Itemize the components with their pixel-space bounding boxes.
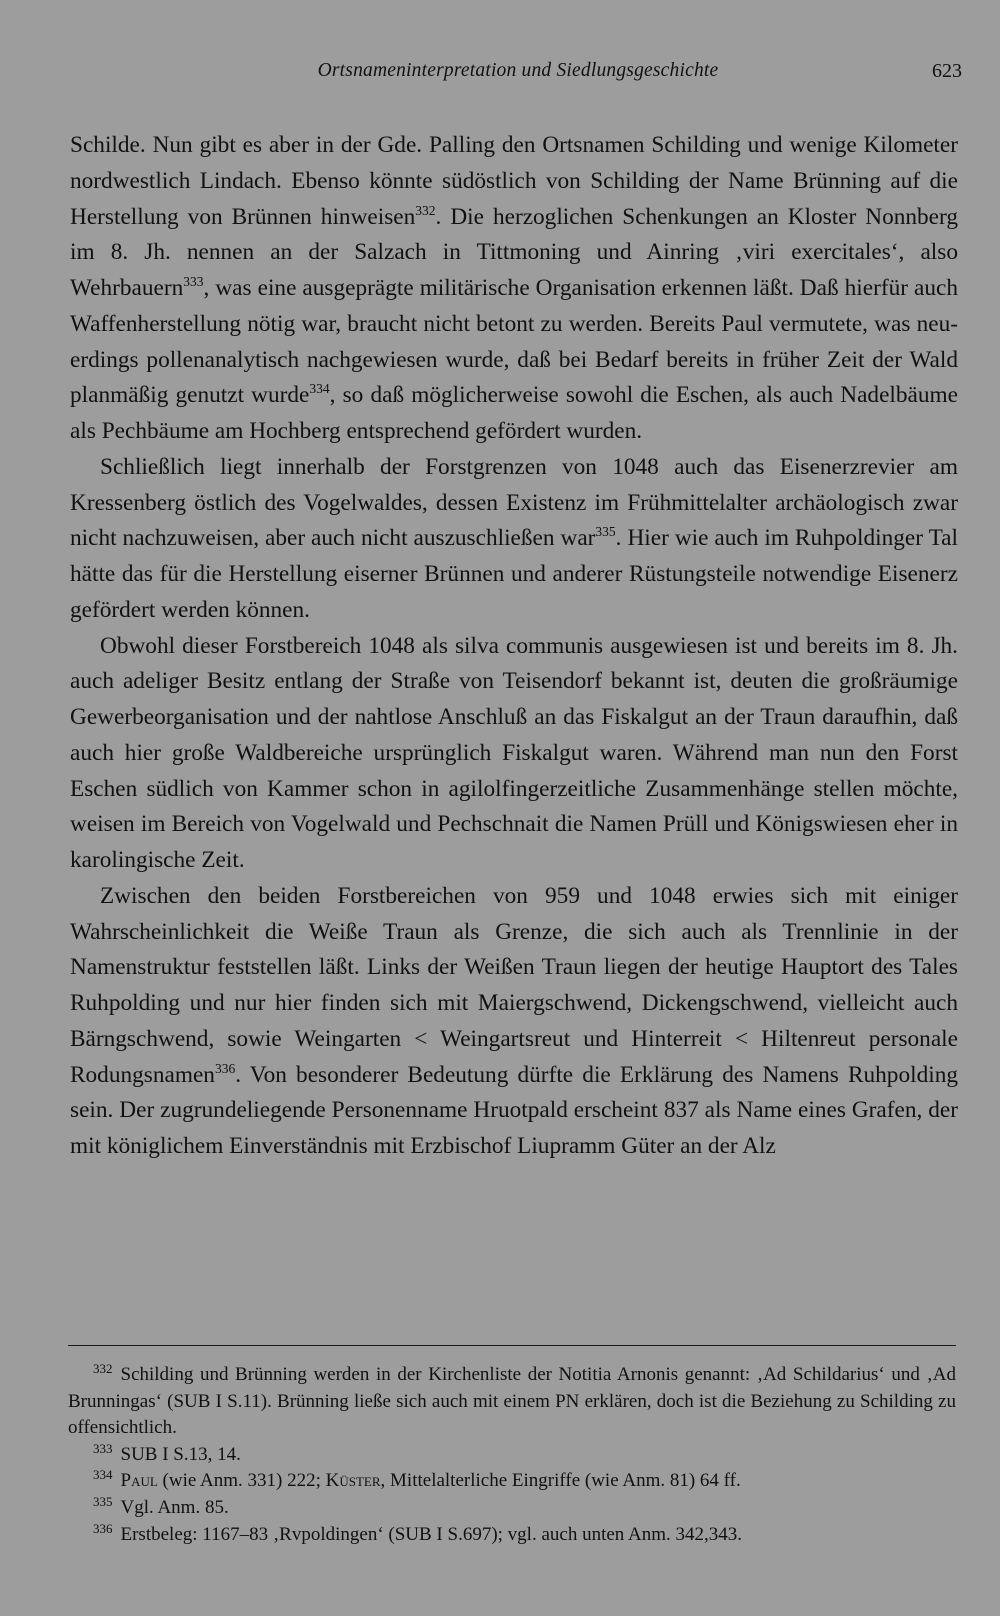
paragraph: [70, 128, 958, 450]
paragraph: [70, 629, 958, 879]
text-run: , so daß möglicherweise sowohl die Eschen, als auch Nadelbäume als Pechbäume am Hochberg entsprechend gefördert wurden.: [70, 382, 958, 444]
paragraph: [70, 450, 958, 629]
text-run: , was eine ausgeprägte militärische Organisation erkennen läßt. Daß hierfür auch Waffenherstellung nötig war, braucht nicht betont zu werden. Bereits Paul vermutete, was neuerdings pollenanalytisch nachgewiesen wurde, daß bei Bedarf bereits in früher Zeit der Wald planmäßig genutzt wurde: [70, 275, 958, 409]
running-head: [74, 60, 962, 94]
footnote: [68, 1468, 956, 1495]
text-run: Schließlich liegt innerhalb der Forstgrenzen von 1048 auch das Eisenerzrevier am Kressenberg östlich des Vogelwaldes, dessen Existenz im Frühmittelalter archäologisch zwar nicht nachzuweisen, aber auch nicht auszuschließen war: [70, 453, 958, 552]
text-run: Schilding und Brünning werden in der Kirchenliste der Notitia Arnonis genannt: ‚Ad Schildarius‘ und ‚Ad Brunningas‘ (SUB I S.11). Brünning ließe sich auch mit einem PN erklären, doch ist die Beziehung zu Schilding zu offensichtlich.: [68, 1364, 956, 1439]
running-title: Ortsnameninterpretation und Siedlungsgeschichte: [317, 60, 719, 81]
footnote-reference: 336: [214, 1060, 236, 1076]
footnote-reference: 333: [183, 274, 204, 289]
footnote-reference: 335: [595, 524, 616, 540]
footnote: [68, 1442, 956, 1469]
footnote-separator: [68, 1345, 956, 1346]
author-name: Paul: [120, 1470, 158, 1492]
text-run: Zwischen den beiden Forstbereichen von 959 und 1048 erwies sich mit einiger Wahrscheinlichkeit die Weiße Traun als Grenze, die sich auch als Trennlinie in der Namenstruktur feststellen läßt. Links der Weißen Traun liegen der heutige Hauptort des Tales Ruhpolding und nur hier finden sich mit Maiergschwend, Dickengschwend, vielleicht auch Bärngschwend, sowie Weingarten < Weingartsreut und Hinterreit < Hiltenreut personale Rodungsnamen: [70, 882, 958, 1088]
text-run: Obwohl dieser Forstbereich 1048 als silva communis ausgewiesen ist und bereits im 8. Jh. auch adeliger Besitz entlang der Straße von Teisendorf bekannt ist, deuten die großräumige Gewerbeorganisation und der nahtlose Anschluß an das Fiskalgut an der Traun daraufhin, daß auch hier große Waldbereiche ursprünglich Fiskalgut waren. Während man nun den Forst Eschen südlich von Kammer schon in agilolfingerzeitliche Zusammenhänge stellen möchte, weisen im Bereich von Vogelwald und Pechschnait die Namen Prüll und Königswiesen eher in karolingische Zeit.: [70, 632, 958, 873]
paragraph: [70, 879, 958, 1165]
footnote-number: 334: [93, 1467, 113, 1483]
footnotes: [68, 1362, 956, 1548]
footnote-number: 333: [93, 1440, 113, 1456]
footnote-number: 336: [93, 1520, 113, 1536]
text-run: , Mittelalterliche Eingriffe (wie Anm. 81) 64 ff.: [380, 1470, 741, 1492]
footnote-reference: 334: [309, 381, 330, 397]
text-run: SUB I S.13, 14.: [120, 1443, 241, 1465]
footnote-number: 335: [93, 1493, 113, 1509]
text-run: (wie Anm. 331) 222;: [157, 1470, 326, 1492]
footnote: [68, 1362, 956, 1442]
body-text: [70, 128, 958, 1165]
text-run: . Hier wie auch im Ruhpoldinger Tal hätte das für die Herstellung eiserner Brünnen und anderer Rüstungsteile notwendige Eisenerz gefördert werden können.: [70, 525, 958, 623]
text-run: Schilde. Nun gibt es aber in der Gde. Palling den Ortsnamen Schilding und wenige Kilometer nordwestlich Lindach. Ebenso könnte südöstlich von Schilding der Name Brünning auf die Herstellung von Brünnen hinweisen: [70, 132, 958, 230]
author-name: Küster: [325, 1470, 381, 1492]
footnote: [68, 1495, 956, 1522]
footnote: [68, 1522, 956, 1549]
footnote-reference: 332: [415, 202, 436, 218]
page-number: 623: [932, 60, 962, 82]
text-run: . Von besonderer Bedeutung dürfte die Erklärung des Namens Ruhpolding sein. Der zugrundeliegende Personenname Hruotpald erscheint 837 als Name eines Grafen, der mit königlichem Einverständnis mit Erzbischof Liupramm Güter an der Alz: [70, 1061, 958, 1159]
text-run: Vgl. Anm. 85.: [120, 1496, 229, 1518]
text-run: . Die herzoglichen Schenkungen an Kloster Nonnberg im 8. Jh. nennen an der Salzach in Tittmoning und Ainring ‚viri exercitales‘, also Wehrbauern: [70, 203, 959, 301]
footnote-number: 332: [93, 1361, 113, 1376]
text-run: Erstbeleg: 1167–83 ‚Rvpoldingen‘ (SUB I S.697); vgl. auch unten Anm. 342,343.: [120, 1523, 742, 1545]
